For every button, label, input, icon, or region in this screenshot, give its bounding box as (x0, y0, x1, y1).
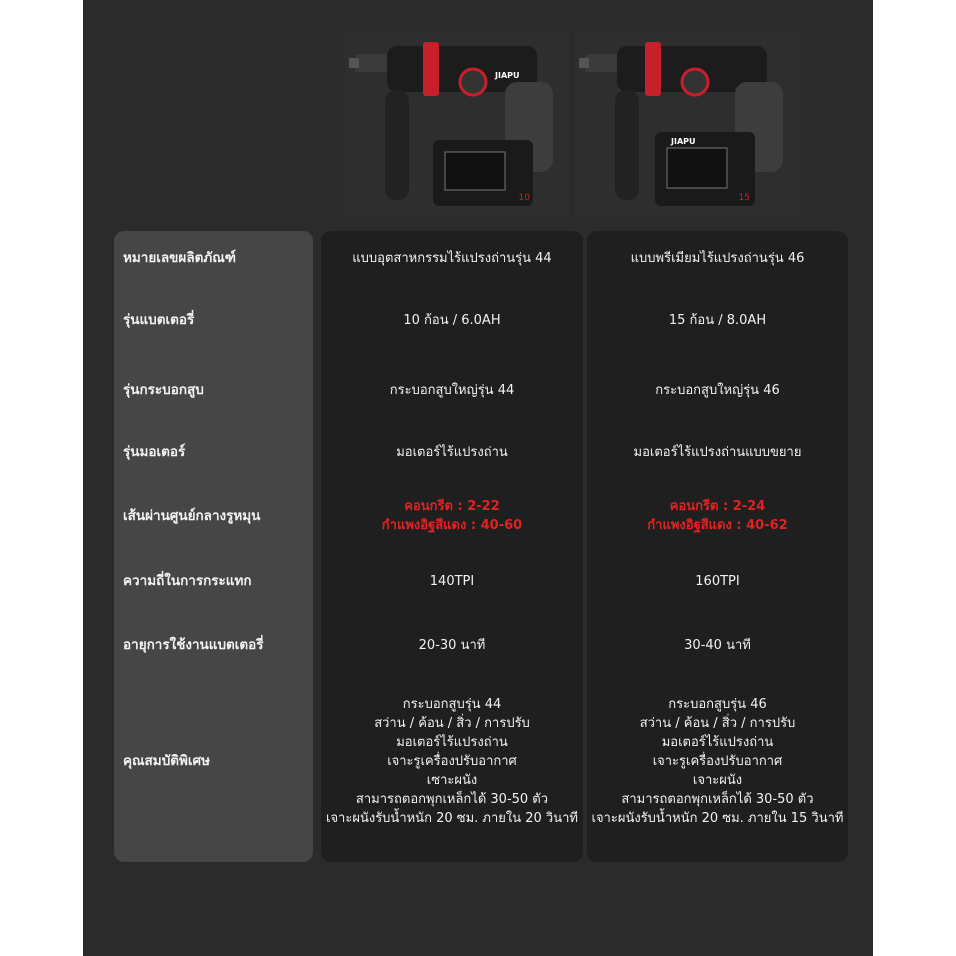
value-battery-life: 20-30 นาที (418, 637, 486, 653)
feature-item: สามารถตอกพุกเหล็กได้ 30-50 ตัว (355, 791, 549, 807)
feature-item: มอเตอร์ไร้แปรงถ่าน (396, 734, 508, 750)
value-motor: มอเตอร์ไร้แปรงถ่านแบบขยาย (633, 444, 802, 460)
value-product-number: แบบพรีเมียมไร้แปรงถ่านรุ่น 46 (630, 250, 805, 266)
label-impact-frequency: ความถี่ในการกระแทก (123, 572, 252, 589)
diameter-concrete: คอนกรีต : 2-22 (404, 499, 500, 514)
value-impact-frequency: 160TPI (695, 573, 740, 589)
label-diameter: เส้นผ่านศูนย์กลางรูหมุน (123, 507, 261, 524)
label-motor: รุ่นมอเตอร์ (123, 443, 186, 460)
rotary-hammer-drill-icon (345, 32, 570, 217)
value-diameter (321, 489, 583, 543)
diameter-concrete: คอนกรีต : 2-24 (669, 499, 766, 514)
value-features (321, 691, 583, 831)
feature-item: เซาะผนัง (426, 772, 478, 788)
product-image-model-46 (575, 32, 800, 217)
brand-logo: JIAPU (495, 71, 520, 80)
feature-item: เจาะรูเครื่องปรับอากาศ (652, 753, 783, 769)
feature-item: สว่าน / ค้อน / สิ่ว / การปรับ (639, 715, 796, 731)
feature-item: สามารถตอกพุกเหล็กได้ 30-50 ตัว (621, 791, 814, 807)
value-impact-frequency: 140TPI (429, 573, 475, 589)
value-features (587, 691, 848, 831)
model-44-column (321, 231, 583, 862)
rotary-hammer-drill-icon (575, 32, 800, 217)
feature-item: เจาะผนัง (692, 772, 743, 788)
value-cylinder: กระบอกสูบใหญ่รุ่น 44 (389, 382, 515, 398)
value-battery: 15 ก้อน / 8.0AH (668, 312, 767, 328)
value-product-number: แบบอุตสาหกรรมไร้แปรงถ่านรุ่น 44 (352, 250, 552, 266)
feature-item: เจาะผนังรับน้ำหนัก 20 ซม. ภายใน 15 วินาที (591, 810, 844, 826)
value-diameter (587, 489, 848, 543)
value-battery: 10 ก้อน / 6.0AH (403, 312, 501, 328)
value-battery-life: 30-40 นาที (684, 637, 751, 653)
product-image-model-44 (345, 32, 570, 217)
feature-item: มอเตอร์ไร้แปรงถ่าน (661, 734, 774, 750)
value-motor: มอเตอร์ไร้แปรงถ่าน (396, 444, 508, 460)
brand-logo: JIAPU (671, 137, 696, 146)
battery-badge: 15 (738, 193, 750, 203)
diameter-brick: กำแพงอิฐสีแดง : 40-62 (647, 518, 788, 533)
label-product-number: หมายเลขผลิตภัณฑ์ (123, 249, 236, 266)
feature-item: เจาะผนังรับน้ำหนัก 20 ซม. ภายใน 20 วินาที (326, 810, 578, 826)
value-cylinder: กระบอกสูบใหญ่รุ่น 46 (655, 382, 780, 398)
battery-badge: 10 (518, 193, 530, 203)
label-cylinder: รุ่นกระบอกสูบ (123, 381, 204, 398)
feature-item: สว่าน / ค้อน / สิ่ว / การปรับ (374, 715, 530, 731)
model-46-column (587, 231, 848, 862)
feature-item: เจาะรูเครื่องปรับอากาศ (387, 753, 517, 769)
feature-item: กระบอกสูบรุ่น 44 (402, 696, 502, 712)
label-battery: รุ่นแบตเตอรี่ (123, 311, 195, 328)
label-column (114, 231, 313, 862)
label-features: คุณสมบัติพิเศษ (123, 752, 211, 769)
label-battery-life: อายุการใช้งานแบตเตอรี่ (123, 636, 264, 653)
feature-item: กระบอกสูบรุ่น 46 (668, 696, 767, 712)
diameter-brick: กำแพงอิฐสีแดง : 40-60 (381, 518, 523, 533)
